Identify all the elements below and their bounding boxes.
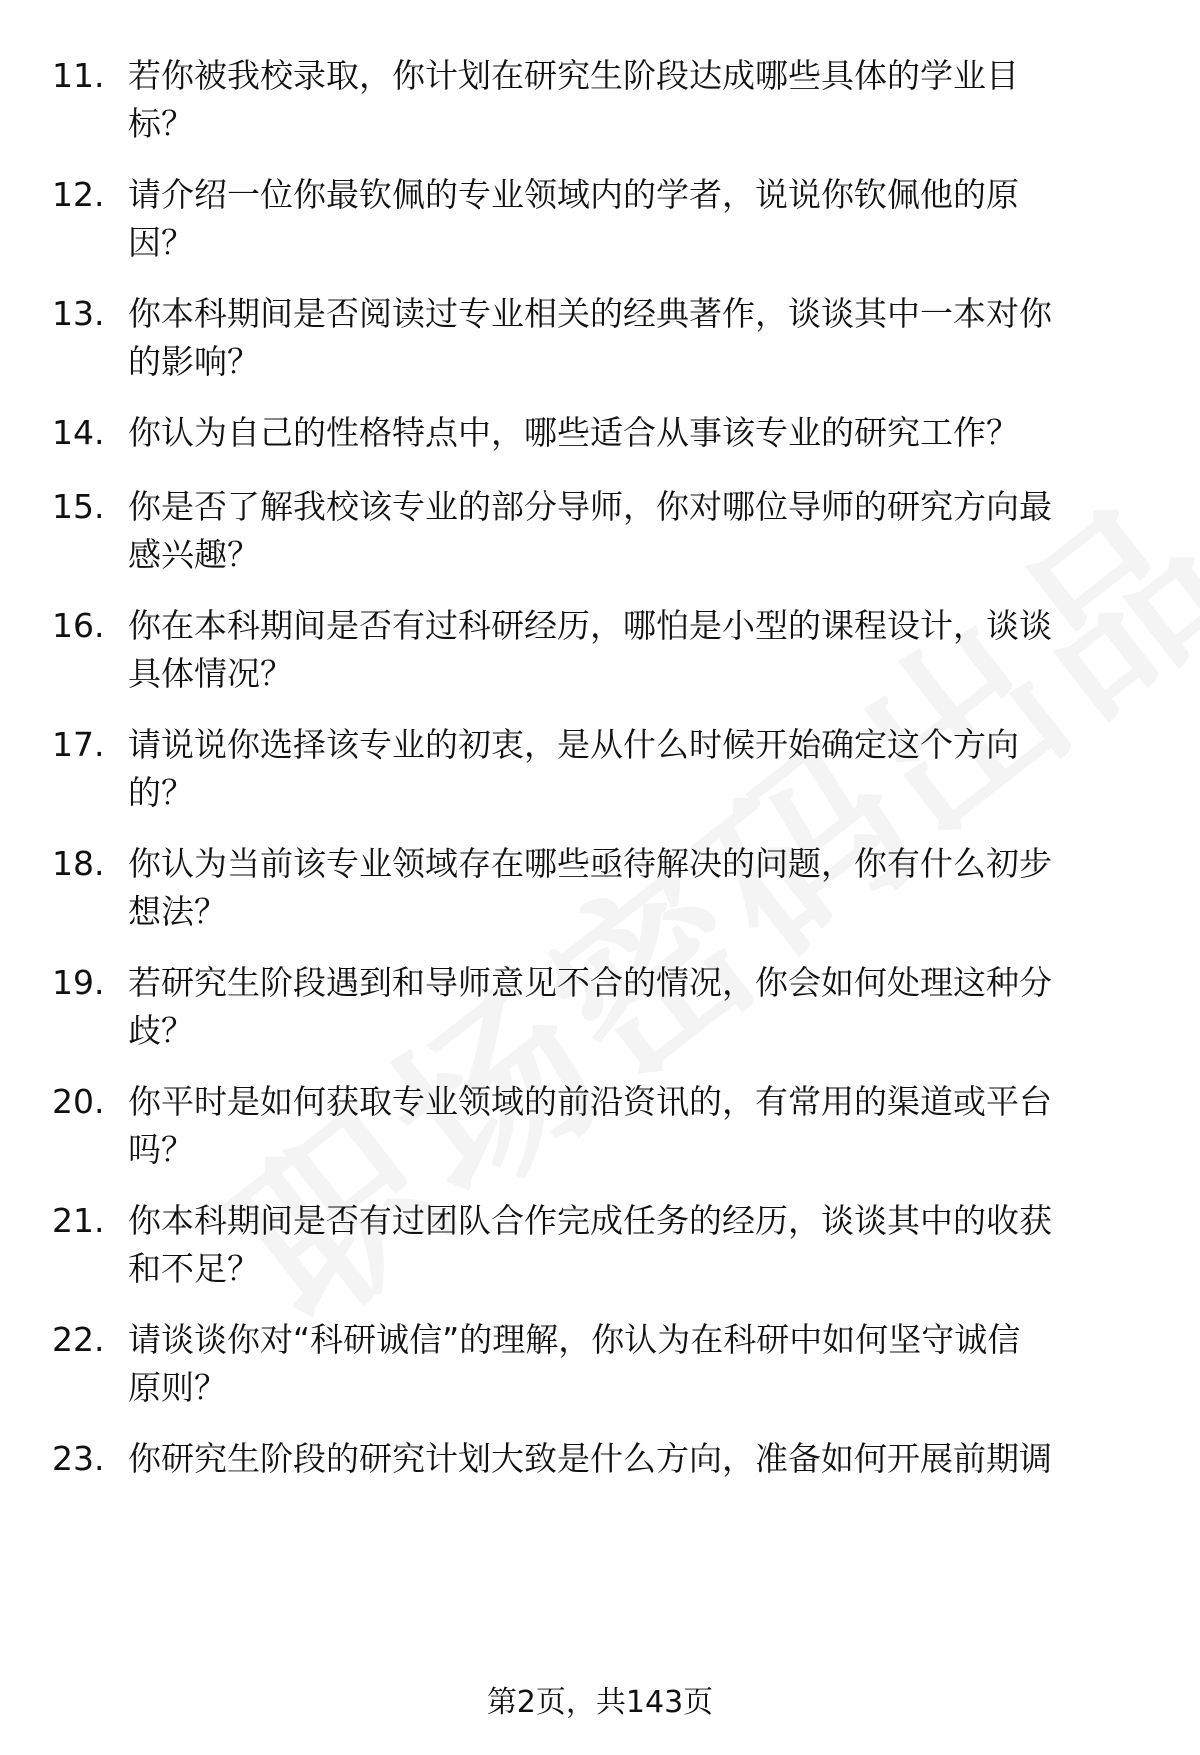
question-text (128, 1197, 1138, 1293)
question-text (128, 1435, 1138, 1483)
question-number: 22. (52, 1320, 105, 1359)
question-line: 具体情况？ (128, 654, 293, 693)
question-line: 原则？ (128, 1368, 227, 1407)
question-text (128, 959, 1138, 1055)
question-number: 18. (52, 844, 105, 883)
question-line: 请谈谈你对“科研诚信”的理解，你认为在科研中如何坚守诚信 (128, 1320, 1021, 1359)
question-line: 你研究生阶段的研究计划大致是什么方向，准备如何开展前期调 (128, 1439, 1052, 1478)
question-text (128, 409, 1138, 457)
question-text (128, 1316, 1138, 1412)
question-number: 20. (52, 1082, 105, 1121)
question-number: 17. (52, 725, 105, 764)
question-line: 标？ (128, 104, 194, 143)
question-text (128, 290, 1138, 386)
question-line: 你在本科期间是否有过科研经历，哪怕是小型的课程设计，谈谈 (128, 606, 1052, 645)
page-footer (0, 1683, 1200, 1723)
question-line: 的影响？ (128, 342, 260, 381)
question-line: 你本科期间是否有过团队合作完成任务的经历，谈谈其中的收获 (128, 1201, 1052, 1240)
question-line: 请说说你选择该专业的初衷，是从什么时候开始确定这个方向 (128, 725, 1019, 764)
question-line: 和不足？ (128, 1249, 260, 1288)
question-line: 歧？ (128, 1011, 194, 1050)
question-line: 感兴趣？ (128, 535, 260, 574)
question-line: 若你被我校录取，你计划在研究生阶段达成哪些具体的学业目 (128, 56, 1019, 95)
question-text (128, 52, 1138, 148)
question-number: 23. (52, 1439, 105, 1478)
question-line: 你认为当前该专业领域存在哪些亟待解决的问题，你有什么初步 (128, 844, 1052, 883)
question-number: 13. (52, 294, 105, 333)
question-line: 你本科期间是否阅读过专业相关的经典著作，谈谈其中一本对你 (128, 294, 1052, 333)
question-text (128, 1078, 1138, 1174)
page-number-label: 第2页，共143页 (486, 1685, 714, 1720)
question-line: 请介绍一位你最钦佩的专业领域内的学者，说说你钦佩他的原 (128, 175, 1019, 214)
question-text (128, 840, 1138, 936)
question-text (128, 171, 1138, 267)
question-line: 你认为自己的性格特点中，哪些适合从事该专业的研究工作？ (128, 413, 1019, 452)
question-line: 若研究生阶段遇到和导师意见不合的情况，你会如何处理这种分 (128, 963, 1052, 1002)
question-line: 你是否了解我校该专业的部分导师，你对哪位导师的研究方向最 (128, 487, 1052, 526)
question-number: 11. (52, 56, 105, 95)
question-line: 的？ (128, 773, 194, 812)
question-number: 16. (52, 606, 105, 645)
question-text (128, 483, 1138, 579)
question-line: 想法？ (128, 892, 227, 931)
question-number: 14. (52, 413, 105, 452)
question-number: 19. (52, 963, 105, 1002)
question-line: 吗？ (128, 1130, 194, 1169)
question-text (128, 721, 1138, 817)
question-number: 12. (52, 175, 105, 214)
question-text (128, 602, 1138, 698)
question-number: 21. (52, 1201, 105, 1240)
question-line: 因？ (128, 223, 194, 262)
question-line: 你平时是如何获取专业领域的前沿资讯的，有常用的渠道或平台 (128, 1082, 1052, 1121)
question-number: 15. (52, 487, 105, 526)
